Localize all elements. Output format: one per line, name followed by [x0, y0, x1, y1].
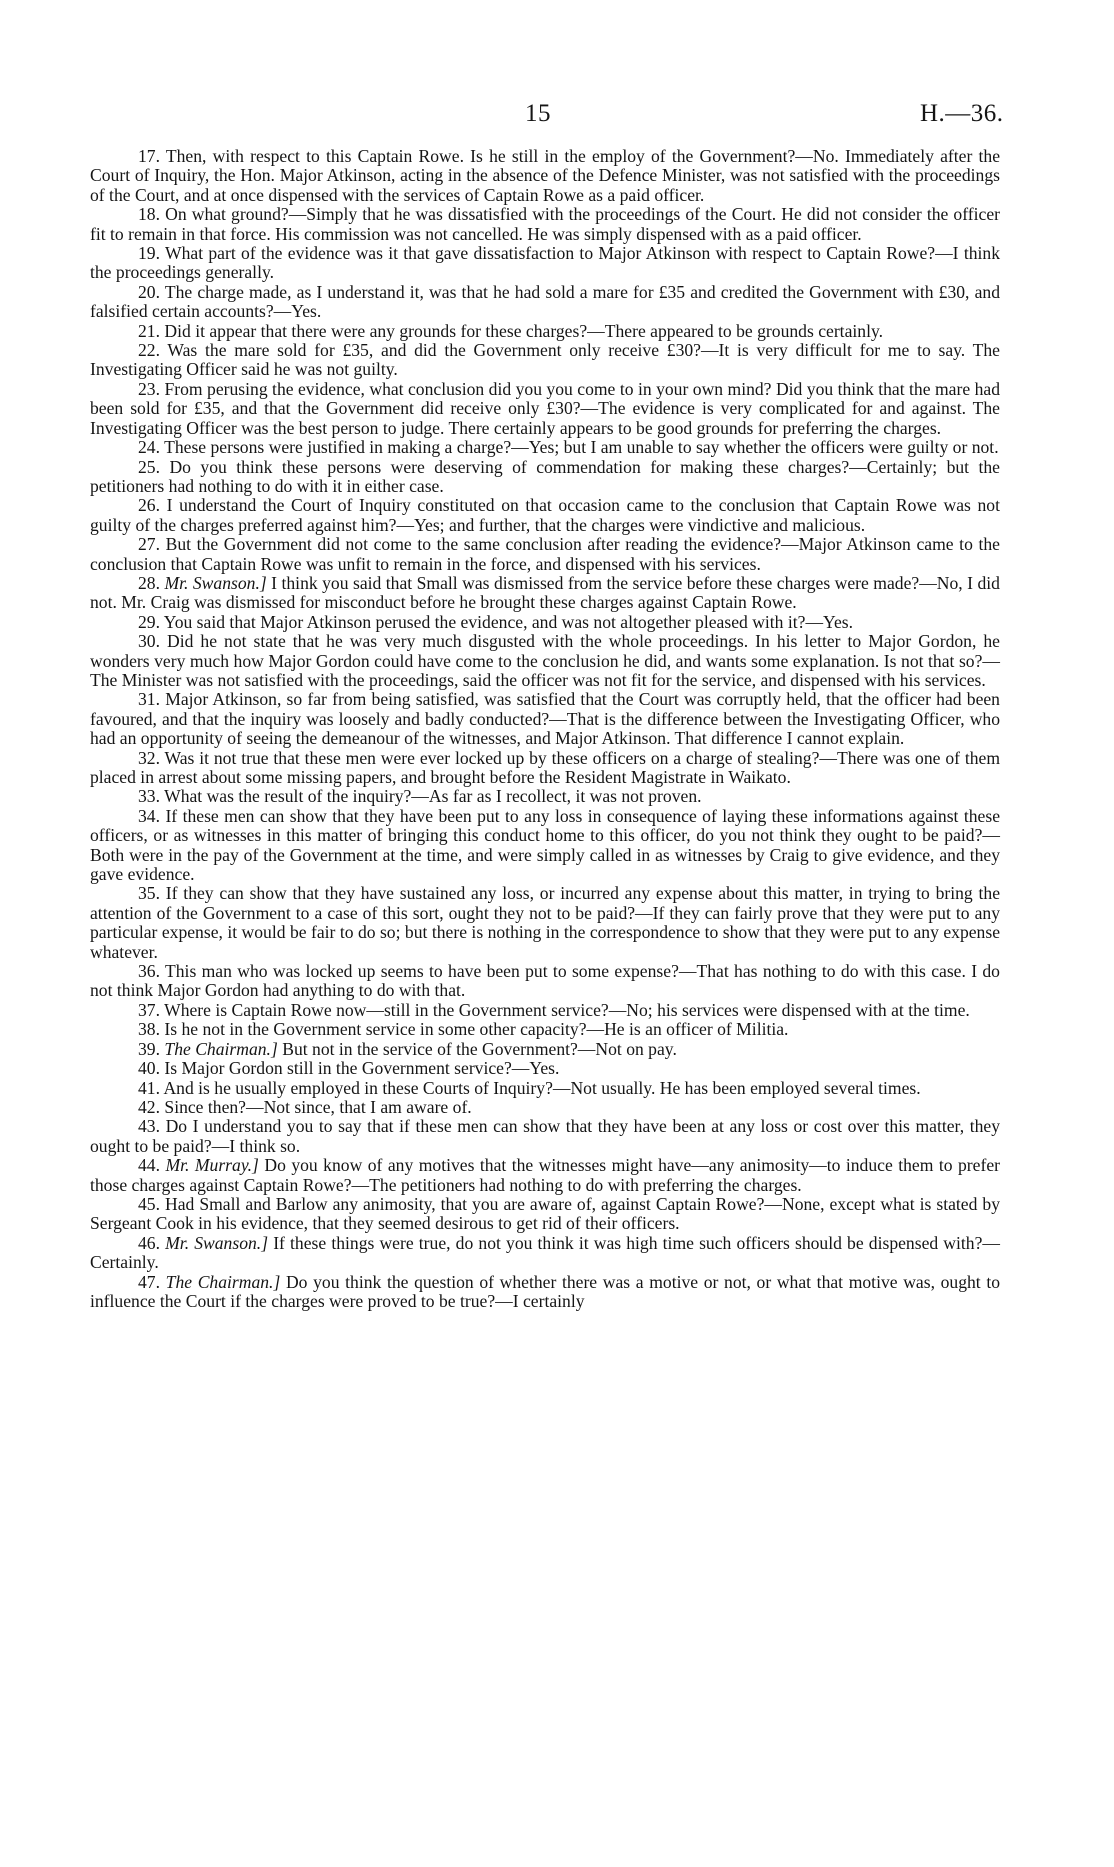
- paragraph-text: On what ground?—Simply that he was dissatisfied with the proceedings of the Court. He did not consider the officer fit to remain in that force. His commission was not cancelled. He was simply dispensed with as a paid officer.: [90, 204, 1000, 244]
- testimony-paragraph: [90, 1156, 1000, 1195]
- testimony-paragraph: [90, 1195, 1000, 1234]
- paragraph-number: 41.: [138, 1077, 160, 1098]
- testimony-paragraph: [90, 147, 1000, 205]
- paragraph-number: 23.: [138, 378, 160, 399]
- testimony-paragraph: [90, 458, 1000, 497]
- testimony-paragraph: [90, 1273, 1000, 1312]
- paragraph-text: Did he not state that he was very much disgusted with the whole proceedings. In his letter to Major Gordon, he wonders very much how Major Gordon could have come to the conclusion he did, and wants some explanation. Is not that so?—The Minister was not satisfied with the proceedings, said the officer was not fit for the service, and dispensed with his services.: [90, 631, 1000, 690]
- paragraph-number: 32.: [138, 747, 160, 768]
- paragraph-text: Do you think the question of whether there was a motive or not, or what that motive was, ought to influence the Court if the charges were proved to be true?—I certainly: [90, 1271, 1001, 1311]
- testimony-paragraph: [90, 283, 1000, 322]
- paragraph-number: 22.: [138, 340, 160, 361]
- document-reference: H.—36.: [920, 100, 1004, 127]
- paragraph-text: This man who was locked up seems to have been put to some expense?—That has nothing to do with this case. I do not think Major Gordon had anything to do with that.: [90, 961, 1000, 1001]
- paragraph-number: 29.: [138, 611, 160, 632]
- testimony-paragraph: [90, 1040, 1000, 1059]
- testimony-paragraph: [90, 787, 1000, 806]
- paragraph-text: Where is Captain Rowe now—still in the Government service?—No; his services were dispensed with at the time.: [164, 999, 970, 1020]
- paragraph-text: Then, with respect to this Captain Rowe. Is he still in the employ of the Government?—No. Immediately after the Court of Inquiry, the Hon. Major Atkinson, acting in the absence of the Defence Minister, was not satisfied with the proceedings of the Court, and at once dispensed with the services of Captain Rowe as a paid officer.: [90, 146, 1000, 205]
- paragraph-number: 46.: [138, 1232, 160, 1253]
- testimony-paragraph: [90, 244, 1000, 283]
- testimony-paragraph: [90, 962, 1000, 1001]
- paragraph-text: Do I understand you to say that if these men can show that they have been at any loss or cost over this matter, they ought to be paid?—I think so.: [90, 1116, 1000, 1156]
- speaker-label: The Chairman.]: [164, 1038, 278, 1059]
- paragraph-text: Do you think these persons were deserving of commendation for making these charges?—Certainly; but the petitioners had nothing to do with it in either case.: [90, 456, 1000, 496]
- paragraph-text: And is he usually employed in these Courts of Inquiry?—Not usually. He has been employed several times.: [163, 1077, 921, 1098]
- paragraph-number: 38.: [138, 1019, 160, 1040]
- testimony-paragraph: [90, 496, 1000, 535]
- testimony-paragraph: [90, 535, 1000, 574]
- testimony-paragraph: [90, 1098, 1000, 1117]
- page-number: 15: [525, 100, 551, 127]
- paragraph-number: 43.: [138, 1116, 160, 1137]
- testimony-paragraph: [90, 884, 1000, 962]
- paragraph-text: I think you said that Small was dismissed from the service before these charges were made?—No, I did not. Mr. Craig was dismissed for misconduct before he brought these charges against Captain Rowe.: [90, 572, 1000, 613]
- paragraph-number: 35.: [138, 883, 160, 904]
- paragraph-text: You said that Major Atkinson perused the evidence, and was not altogether pleased with it?—Yes.: [163, 611, 854, 632]
- testimony-paragraph: [90, 438, 1000, 457]
- paragraph-text: Was the mare sold for £35, and did the Government only receive £30?—It is very difficult for me to say. The Investigating Officer said he was not guilty.: [90, 340, 1000, 380]
- paragraph-number: 21.: [138, 320, 160, 341]
- testimony-paragraph: [90, 341, 1000, 380]
- testimony-paragraph: [90, 1079, 1000, 1098]
- paragraph-text: I understand the Court of Inquiry constituted on that occasion came to the conclusion that Captain Rowe was not guilty of the charges preferred against him?—Yes; and further, that the charges were vindictive and malicious.: [90, 495, 1000, 535]
- paragraph-number: 47.: [138, 1271, 160, 1292]
- paragraph-text: These persons were justified in making a charge?—Yes; but I am unable to say whether the officers were guilty or not.: [164, 437, 999, 458]
- paragraph-text: But not in the service of the Government?—Not on pay.: [282, 1038, 677, 1059]
- paragraph-text: Is Major Gordon still in the Government service?—Yes.: [164, 1058, 560, 1079]
- paragraph-number: 20.: [138, 281, 160, 302]
- paragraph-text: Had Small and Barlow any animosity, that you are aware of, against Captain Rowe?—None, except what is stated by Sergeant Cook in his evidence, that they seemed desirous to get rid of their officers.: [90, 1193, 1000, 1234]
- testimony-paragraph: [90, 205, 1000, 244]
- paragraph-text: If they can show that they have sustained any loss, or incurred any expense about this matter, in trying to bring the attention of the Government to a case of this sort, ought they not to be paid?—If they can fairly prove that they were put to any particular expense, it would be fair to do so; but there is nothing in the correspondence to show that they were put to any expense whatever.: [90, 883, 1000, 962]
- paragraph-text: If these men can show that they have been put to any loss in consequence of laying these informations against these officers, or as witnesses in this matter of bringing this conduct home to this officer, do you not think they ought to be paid?—Both were in the pay of the Government at the time, and were simply called in as witnesses by Craig to give evidence, and they gave evidence.: [90, 805, 1001, 885]
- paragraph-number: 28.: [138, 572, 160, 593]
- paragraph-number: 31.: [138, 689, 160, 710]
- paragraph-text: Was it not true that these men were ever locked up by these officers on a charge of stealing?—There was one of them placed in arrest about some missing papers, and brought before the Resident Magistrate in Waikato.: [90, 747, 1000, 787]
- paragraph-number: 36.: [138, 961, 160, 982]
- testimony-paragraph: [90, 613, 1000, 632]
- testimony-paragraph: [90, 1001, 1000, 1020]
- paragraph-text: Did it appear that there were any grounds for these charges?—There appeared to be grounds certainly.: [164, 320, 884, 341]
- testimony-paragraph: [90, 690, 1000, 748]
- paragraph-number: 24.: [138, 437, 160, 458]
- testimony-paragraph: [90, 1020, 1000, 1039]
- paragraph-number: 25.: [138, 456, 160, 477]
- paragraph-text: From perusing the evidence, what conclusion did you you come to in your own mind? Did you think that the mare had been sold for £35, and that the Government did receive only £30?—The evidence is very complicated for and against. The Investigating Officer was the best person to judge. There certainly appears to be good grounds for preferring the charges.: [90, 378, 1000, 438]
- paragraph-number: 45.: [138, 1193, 160, 1214]
- speaker-label: Mr. Murray.]: [165, 1155, 259, 1176]
- paragraph-text: The charge made, as I understand it, was that he had sold a mare for £35 and credited the Government with £30, and falsified certain accounts?—Yes.: [90, 281, 1000, 322]
- paragraph-number: 34.: [138, 805, 160, 826]
- testimony-paragraph: [90, 1059, 1000, 1078]
- paragraph-number: 39.: [138, 1038, 160, 1059]
- paragraph-text: Since then?—Not since, that I am aware of.: [164, 1096, 472, 1117]
- paragraph-text: But the Government did not come to the same conclusion after reading the evidence?—Major Atkinson came to the conclusion that Captain Rowe was unfit to remain in the force, and dispensed with his services.: [90, 534, 1000, 574]
- paragraph-text: What part of the evidence was it that gave dissatisfaction to Major Atkinson with respect to Captain Rowe?—I think the proceedings generally.: [90, 243, 1000, 283]
- speaker-label: Mr. Swanson.]: [164, 572, 267, 593]
- paragraph-number: 27.: [138, 534, 160, 555]
- testimony-paragraph: [90, 574, 1000, 613]
- paragraph-number: 30.: [138, 631, 160, 652]
- paragraph-number: 40.: [138, 1058, 160, 1079]
- paragraph-number: 42.: [138, 1096, 160, 1117]
- paragraph-number: 18.: [138, 204, 160, 225]
- paragraph-number: 44.: [138, 1155, 160, 1176]
- testimony-paragraph: [90, 749, 1000, 788]
- testimony-paragraph: [90, 807, 1000, 885]
- paragraph-text: Is he not in the Government service in some other capacity?—He is an officer of Militia.: [164, 1019, 789, 1040]
- paragraph-text: Do you know of any motives that the witnesses might have—any animosity—to induce them to prefer those charges against Captain Rowe?—The petitioners had nothing to do with preferring the charges.: [90, 1155, 1000, 1195]
- testimony-paragraph: [90, 1117, 1000, 1156]
- testimony-paragraph: [90, 322, 1000, 341]
- speaker-label: The Chairman.]: [165, 1271, 281, 1292]
- testimony-paragraph: [90, 632, 1000, 690]
- paragraph-text: What was the result of the inquiry?—As far as I recollect, it was not proven.: [164, 786, 702, 807]
- testimony-paragraph: [90, 380, 1000, 438]
- testimony-paragraph: [90, 1234, 1000, 1273]
- paragraph-number: 17.: [138, 146, 160, 166]
- paragraph-text: If these things were true, do not you think it was high time such officers should be dispensed with?—Certainly.: [90, 1232, 1000, 1273]
- paragraph-number: 37.: [138, 999, 160, 1020]
- paragraph-text: Major Atkinson, so far from being satisfied, was satisfied that the Court was corruptly held, that the officer had been favoured, and that the inquiry was loosely and badly conducted?—That is the difference between the Investigating Officer, who had an opportunity of seeing the demeanour of the witnesses, and Major Atkinson. That difference I cannot explain.: [90, 689, 1000, 749]
- paragraph-number: 33.: [138, 786, 160, 807]
- paragraph-number: 19.: [138, 243, 160, 264]
- paragraph-number: 26.: [138, 495, 160, 516]
- speaker-label: Mr. Swanson.]: [165, 1232, 269, 1253]
- testimony-body: [90, 147, 1000, 1311]
